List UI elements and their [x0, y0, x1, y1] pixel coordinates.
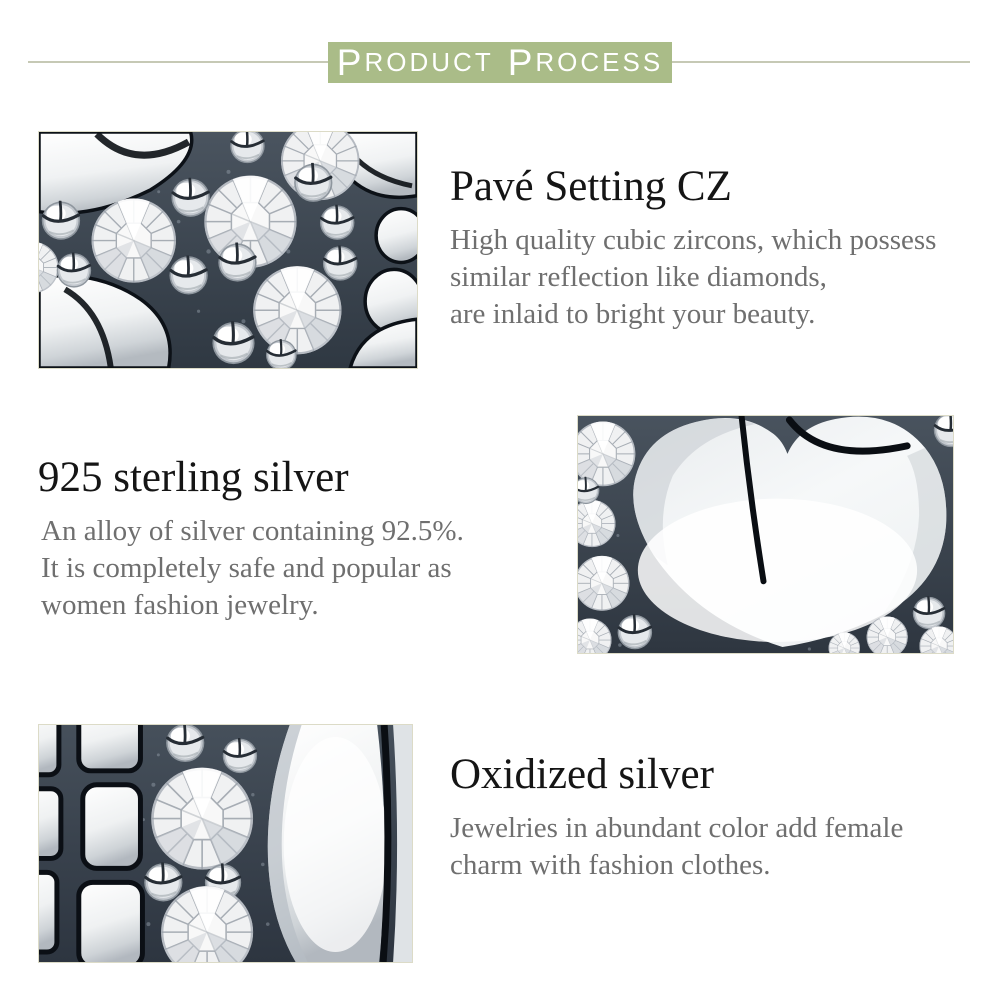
section-oxidized-text	[450, 752, 970, 884]
sterling-body-line: women fashion jewelry.	[41, 589, 319, 621]
pave-setting-cz-closeup-photo	[38, 131, 418, 369]
pave-body-line: similar reflection like diamonds,	[450, 261, 827, 293]
sterling-heading: 925 sterling silver	[38, 454, 349, 501]
oxidized-silver-closeup-photo	[38, 724, 413, 963]
sterling-body-line: It is completely safe and popular as	[41, 552, 452, 584]
oxidized-heading: Oxidized silver	[450, 751, 714, 798]
oxidized-body-line: Jewelries in abundant color add female	[450, 812, 904, 844]
section-sterling-text	[38, 455, 558, 624]
banner-title: P	[336, 42, 365, 83]
sterling-body-line: An alloy of silver containing 92.5%.	[41, 515, 464, 547]
pave-body-line: are inlaid to bright your beauty.	[450, 298, 816, 330]
pave-body-line: High quality cubic zircons, which possess	[450, 224, 937, 256]
pave-heading: Pavé Setting CZ	[450, 163, 732, 210]
product-process-banner: P RODUCT P ROCESS	[328, 42, 672, 83]
oxidized-body-line: charm with fashion clothes.	[450, 849, 771, 881]
silver-heart-charm-closeup-photo	[577, 415, 954, 654]
section-pave-text	[450, 164, 970, 333]
